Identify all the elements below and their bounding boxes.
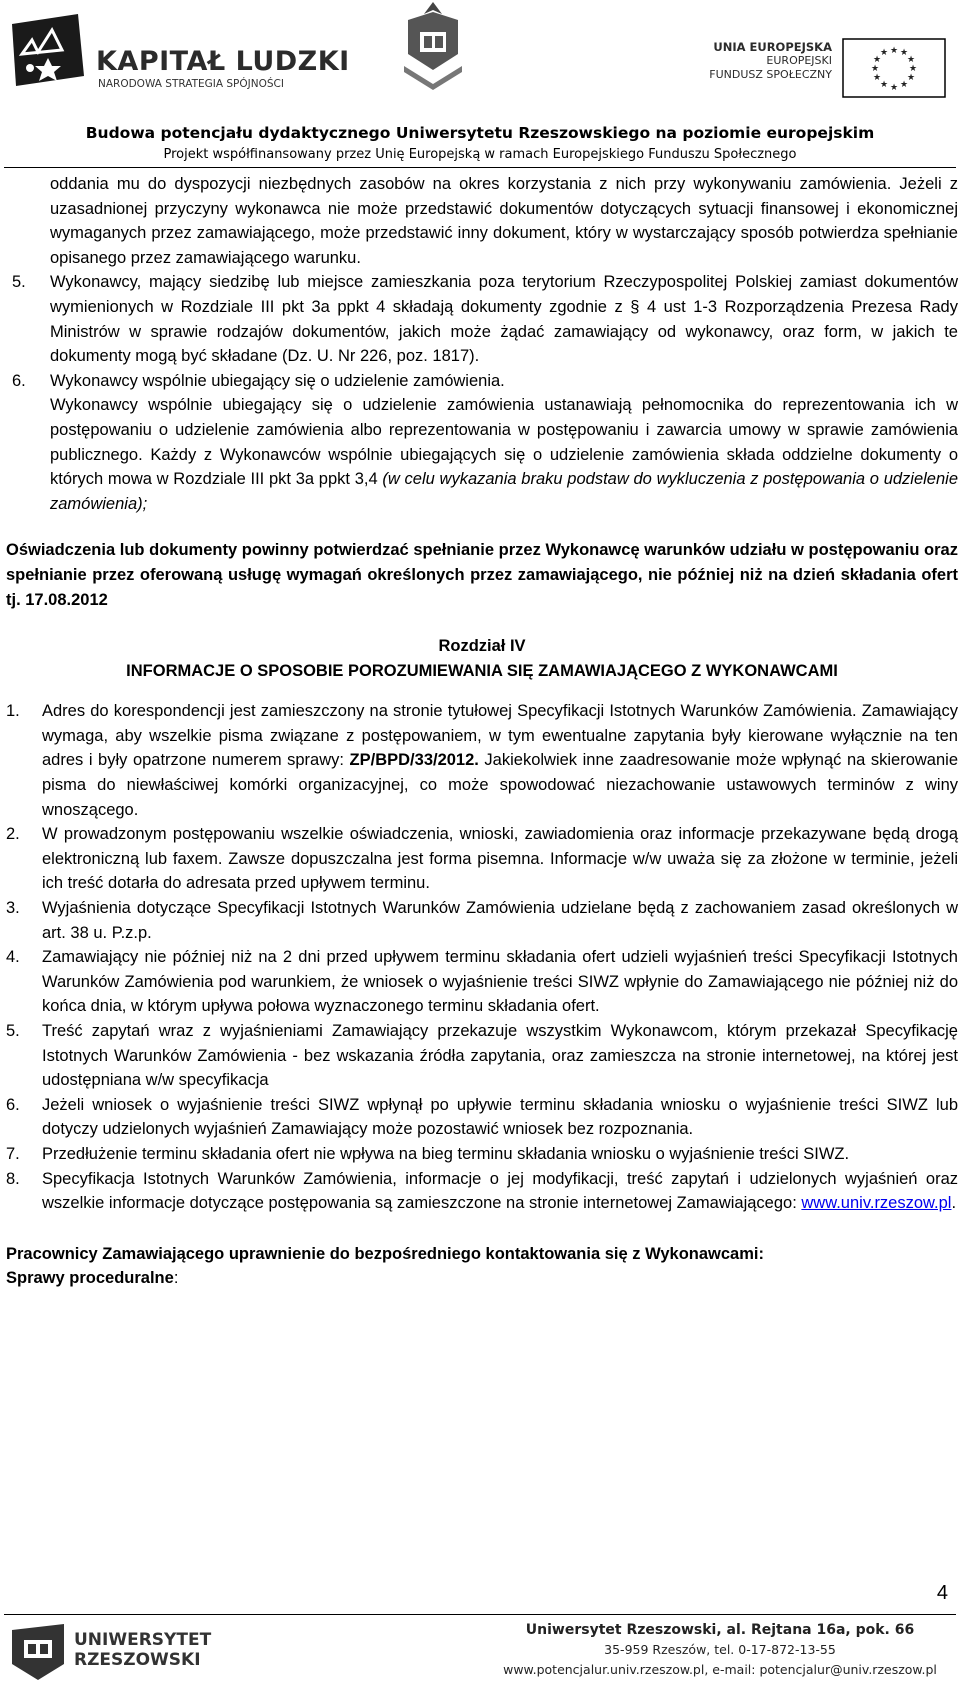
list-item-text: . bbox=[951, 1194, 957, 1213]
procedural-colon: : bbox=[173, 1269, 179, 1288]
svg-text:★: ★ bbox=[889, 46, 899, 56]
kapital-ludzki-title: KAPITAŁ LUDZKI bbox=[96, 46, 350, 77]
consortium-paragraph bbox=[6, 393, 958, 516]
list-item-text: Wyjaśnienia dotyczące Specyfikacji Istotnych Warunków Zamówienia udzielane będą z zachowaniem zasad określonych w art. 38 u. P.z.p. bbox=[42, 899, 958, 942]
university-crest-icon bbox=[396, 0, 470, 92]
page-content bbox=[6, 172, 958, 1291]
statement-paragraph: Oświadczenia lub dokumenty powinny potwierdzać spełnianie przez Wykonawcę warunków udziału w postępowaniu oraz spełnianie przez oferowaną usługę wymagań określonych przez zamawiającego, nie później niż na dzień składania ofert tj. 17.08.2012 bbox=[6, 541, 958, 609]
case-number: ZP/BPD/33/2012. bbox=[349, 751, 479, 770]
list-number: 1. bbox=[6, 702, 20, 721]
svg-text:★: ★ bbox=[899, 80, 909, 90]
footer-address-line-3: www.potencjalur.univ.rzeszow.pl, e-mail: potencjalur@univ.rzeszow.pl bbox=[503, 1662, 937, 1677]
intro-paragraph: oddania mu do dyspozycji niezbędnych zasobów na okres korzystania z nich przy wykonywaniu zamówienia. Jeżeli z uzasadnionej przyczyny wykonawca nie może przedstawić dokumentów dotyczących sytuacji finansowej i ekonomicznej wymaganych przez zamawiającego, może przedstawić inny dokument, który w wystarczający sposób potwierdza spełnianie opisanego przez zamawiającego warunku. bbox=[50, 175, 958, 267]
svg-text:★: ★ bbox=[889, 83, 899, 93]
list-item-6 bbox=[6, 369, 958, 394]
list-item-7 bbox=[6, 1142, 958, 1167]
svg-text:★: ★ bbox=[879, 48, 889, 58]
svg-text:★: ★ bbox=[899, 48, 909, 58]
kapital-ludzki-logo bbox=[8, 10, 350, 90]
list-item-text: Treść zapytań wraz z wyjaśnieniami Zamawiający przekazuje wszystkim Wykonawcom, którym przekazał Specyfikację Istotnych Warunków Zamówienia - bez wskazania źródła zapytania, oraz zamieszcza na stronie internetowej, na której jest udostępniana w/w specyfikacja bbox=[42, 1022, 958, 1090]
procedural-label: Sprawy proceduralne bbox=[6, 1269, 174, 1288]
svg-text:★: ★ bbox=[906, 55, 916, 65]
page-number: 4 bbox=[936, 1582, 948, 1604]
eu-logo-text bbox=[692, 40, 832, 82]
list-number: 4. bbox=[6, 948, 20, 967]
consortium-italic-text: (w celu wykazania braku podstaw do wykluczenia z postępowania o udzielenie zamówienia); bbox=[50, 470, 958, 513]
list-item-text: Jeżeli wniosek o wyjaśnienie treści SIWZ wpłynął po upływie terminu składania wniosku o wyjaśnienie treści SIWZ lub dotyczy udzielonych wyjaśnień Zamawiający może pozostawić wniosek bez rozpoznania. bbox=[42, 1095, 958, 1139]
footer-address bbox=[500, 1620, 940, 1680]
list-item-text: Zamawiający nie później niż na 2 dni przed upływem terminu składania ofert udzieli wyjaśnień treści Specyfikacji Istotnych Warunków Zamówienia pod warunkiem, że wniosek o wyjaśnienie treści SIWZ wpłynie do Zamawiającego nie później niż do końca dnia, w którym upływa połowa wyznaczonego terminu składania ofert. bbox=[42, 948, 958, 1016]
list-number: 6. bbox=[6, 1095, 20, 1114]
list-item-text: Wykonawcy, mający siedzibę lub miejsce zamieszkania poza terytorium Rzeczypospolitej Polskiej zamiast dokumentów wymienionych w Rozdziale III pkt 3a ppkt 4 składają dokumenty zgodnie z § 4 ust 1-3 Rozporządzenia Prezesa Rady Ministrów w sprawie rodzajów dokumentów, jakich może żądać zamawiający od wykonawcy, oraz form, w jakich te dokumenty mogą być składane (Dz. U. Nr 226, poz. 1817). bbox=[50, 273, 958, 366]
project-title: Budowa potencjału dydaktycznego Uniwersytetu Rzeszowskiego na poziomie europejskim bbox=[85, 124, 875, 142]
page-header bbox=[0, 0, 960, 170]
eu-line-3: FUNDUSZ SPOŁECZNY bbox=[709, 68, 832, 81]
footer-university-name bbox=[74, 1630, 211, 1670]
footer-name-line-2: RZESZOWSKI bbox=[74, 1650, 201, 1670]
website-link[interactable]: www.univ.rzeszow.pl bbox=[801, 1194, 952, 1213]
university-emblem-icon bbox=[8, 1622, 68, 1682]
chapter-label: Rozdział IV bbox=[438, 637, 526, 656]
contacts-title: Pracownicy Zamawiającego uprawnienie do bezpośredniego kontaktowania się z Wykonawcami: bbox=[6, 1244, 764, 1263]
footer-divider bbox=[4, 1614, 956, 1615]
svg-text:★: ★ bbox=[872, 73, 882, 83]
kapital-ludzki-emblem-icon bbox=[8, 10, 86, 90]
list-item-text: Adres do korespondencji jest zamieszczony na stronie tytułowej Specyfikacji Istotnych Warunków Zamówienia. Zamawiający wymaga, aby wszelkie pisma związane z postępowaniem, w tym ewentualne zapytania były kierowane wyłącznie na ten adres i były opatrzone numerem sprawy: bbox=[42, 702, 958, 770]
eu-line-1: UNIA EUROPEJSKA bbox=[713, 40, 832, 54]
list-number: 7. bbox=[6, 1144, 20, 1163]
list-item-2 bbox=[6, 822, 958, 896]
list-number: 5. bbox=[6, 1022, 20, 1040]
kapital-ludzki-subtitle: NARODOWA STRATEGIA SPÓJNOŚCI bbox=[98, 78, 284, 90]
eu-logo bbox=[692, 38, 950, 96]
svg-text:★: ★ bbox=[879, 80, 889, 90]
list-number: 3. bbox=[6, 899, 20, 918]
project-subtitle: Projekt współfinansowany przez Unię Europejską w ramach Europejskiego Funduszu Społecznego bbox=[163, 147, 797, 162]
list-item-5 bbox=[6, 270, 958, 368]
header-divider bbox=[4, 167, 956, 168]
list-item-text: Jakiekolwiek inne zaadresowanie może wpłynąć na skierowanie pisma do niewłaściwej komórki organizacyjnej, co może spowodować niezachowanie ustawowych terminów z winy wnoszącego. bbox=[42, 751, 958, 819]
list-item-3 bbox=[6, 896, 958, 945]
svg-text:★: ★ bbox=[872, 55, 882, 65]
list-number: 8. bbox=[6, 1169, 20, 1188]
list-item-text: Przedłużenie terminu składania ofert nie wpływa na bieg terminu składania wniosku o wyjaśnienie treści SIWZ. bbox=[42, 1144, 850, 1163]
eu-flag-icon bbox=[842, 38, 946, 98]
svg-text:★: ★ bbox=[908, 64, 918, 74]
chapter-title: INFORMACJE O SPOSOBIE POROZUMIEWANIA SIĘ ZAMAWIAJĄCEGO Z WYKONAWCAMI bbox=[126, 661, 838, 680]
list-item-text: Specyfikacja Istotnych Warunków Zamówienia, informacje o jej modyfikacji, treść zapytań i udzielonych wyjaśnień oraz wszelkie informacje dotyczące postępowania są zamieszczone na stronie internetowej Zamawiającego: bbox=[42, 1169, 958, 1213]
list-number: 6. bbox=[12, 371, 26, 390]
consortium-text: Wykonawcy wspólnie ubiegający się o udzielenie zamówienia ustanawiają pełnomocnika do reprezentowania ich w postępowaniu o udzielenie zamówienia albo reprezentowania w postępowaniu i zawarcia umowy w sprawie zamówienia publicznego. Każdy z Wykonawców wspólnie ubiegających się o udzielenie zamówienia składa oddzielne dokumenty o których mowa w Rozdziale III pkt 3a ppkt 3,4 bbox=[50, 396, 958, 489]
list-item-text: Wykonawcy wspólnie ubiegający się o udzielenie zamówienia. bbox=[50, 371, 505, 390]
list-number: 2. bbox=[6, 825, 20, 844]
list-item-text: W prowadzonym postępowaniu wszelkie oświadczenia, wnioski, zawiadomienia oraz informacje przekazywane będą drogą elektroniczną lub faxem. Zawsze dopuszczalna jest forma pisemna. Informacje w/w uważa się za złożone w terminie, jeżeli ich treść dotarła do adresata przed upływem terminu. bbox=[42, 825, 958, 893]
footer-address-line-2: 35-959 Rzeszów, tel. 0-17-872-13-55 bbox=[604, 1642, 836, 1657]
list-item-6b bbox=[6, 1093, 958, 1142]
list-item-8 bbox=[6, 1167, 958, 1216]
list-number: 5. bbox=[12, 273, 26, 292]
list-item-5b bbox=[6, 1019, 958, 1093]
svg-text:★: ★ bbox=[906, 73, 916, 83]
contacts-subheading bbox=[6, 1266, 958, 1291]
footer-name-line-1: UNIWERSYTET bbox=[74, 1630, 212, 1650]
eu-line-2: EUROPEJSKI bbox=[766, 54, 832, 67]
svg-text:★: ★ bbox=[870, 64, 880, 74]
list-item-1 bbox=[6, 699, 958, 822]
footer-address-line-1: Uniwersytet Rzeszowski, al. Rejtana 16a, pok. 66 bbox=[525, 1622, 915, 1638]
list-item-4 bbox=[6, 945, 958, 1019]
